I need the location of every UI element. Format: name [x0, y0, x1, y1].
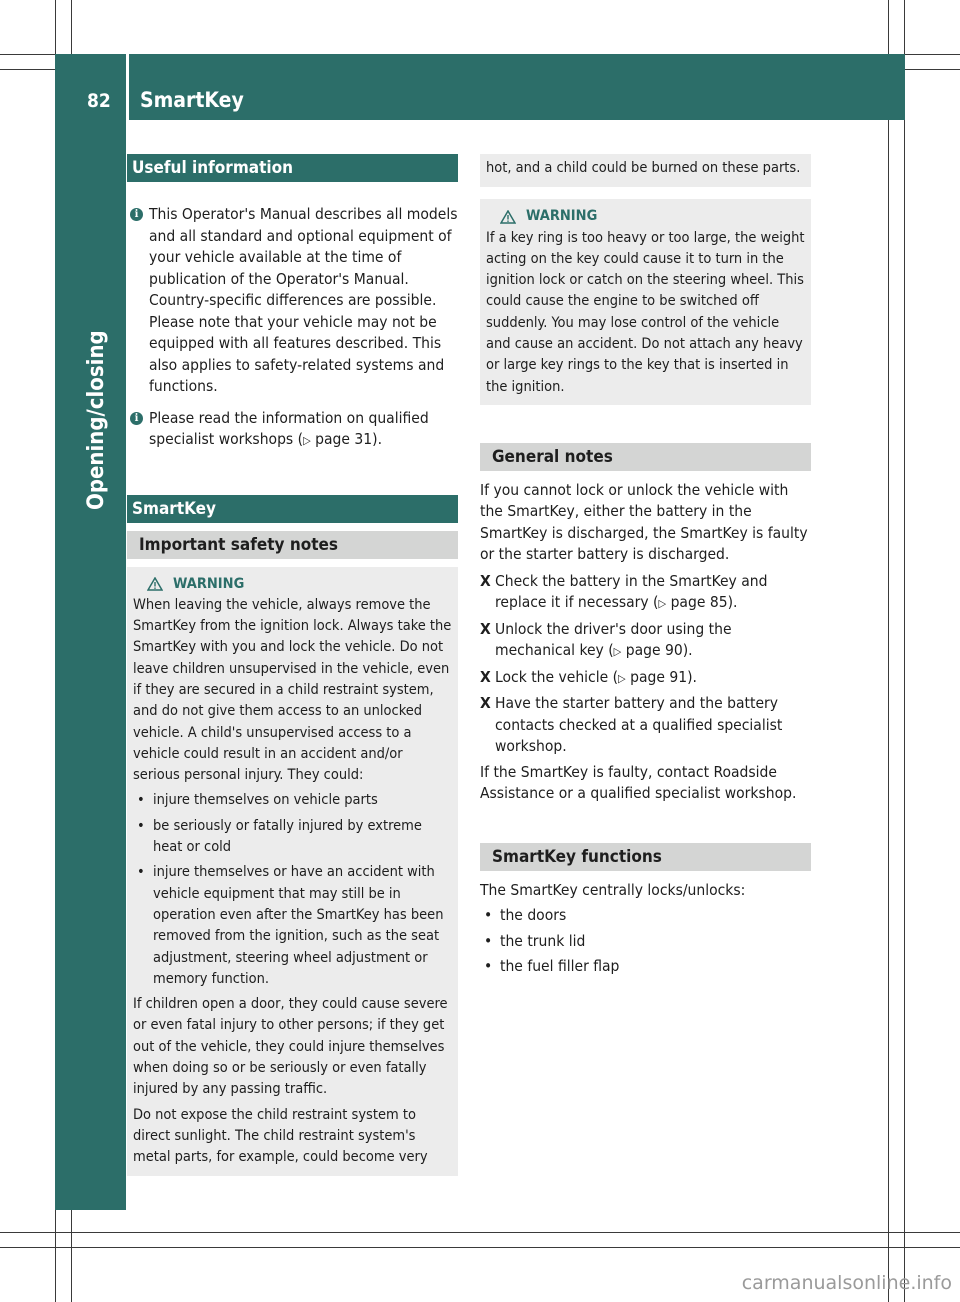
smartkey-heading: SmartKey [127, 495, 458, 523]
list-item-text: Unlock the driver's door using the mechanical key (▷ page 90). [495, 619, 732, 660]
warning-title [133, 574, 452, 595]
list-item-text: Lock the vehicle (▷ page 91). [495, 667, 697, 686]
page-header [55, 54, 905, 120]
warning-box [480, 199, 811, 405]
page-ref-link[interactable]: page 85). [670, 593, 738, 612]
warning-text: hot, and a child could be burned on these parts. [486, 160, 801, 176]
crop-mark [904, 0, 905, 1302]
list-item: • be seriously or fatally injured by extreme heat or cold [133, 816, 452, 859]
functions-intro: The SmartKey centrally locks/unlocks: [480, 880, 746, 899]
list-item [480, 619, 811, 663]
info-text: This Operator's Manual describes all models and all standard and optional equipment of your vehicle available at the time of publication of the Operator's Manual. Country-specific differences are possible. Please note that your vehicle may not be equipped with all features described. This also applies to safety-related systems and functions. [149, 205, 458, 395]
warning-text: If a key ring is too heavy or too large, the weight acting on the key could cause it to turn in the ignition lock or catch on the steering wheel. This could cause the engine to be switched off suddenly. You may lose control of the vehicle and cause an accident. Do not attach any heavy or large key rings to the key that is inserted in the ignition. [486, 229, 805, 395]
useful-information-heading: Useful information [127, 154, 458, 182]
info-text-main: Please read the information on qualified specialist workshops ( [149, 408, 429, 448]
section-label: Opening/closing [84, 330, 109, 510]
list-item: • the trunk lid [480, 931, 811, 953]
warning-text: If children open a door, they could cause severe or even fatal injury to other persons; if they get out of the vehicle, they could injure themselves when doing so or be seriously or even fatally injured by any passing traffic. [133, 996, 448, 1098]
list-item: • the fuel filler flap [480, 956, 811, 978]
crop-mark [0, 1232, 960, 1233]
step-marker-icon: X [480, 571, 491, 590]
list-item-text: injure themselves or have an accident with vehicle equipment that may still be in operation even after the SmartKey has been removed from the ignition, such as the seat adjustment, steering wheel adjustment or memory function. [153, 864, 444, 987]
page-ref-link[interactable]: page 90). [625, 641, 693, 660]
warning-triangle-icon [147, 577, 163, 591]
warning-label: WARNING [173, 575, 245, 592]
right-column [480, 154, 811, 978]
faulty-text: If the SmartKey is faulty, contact Roadside Assistance or a qualified specialist workshop. [480, 762, 797, 803]
warning-title [486, 206, 805, 227]
list-item: • injure themselves or have an accident with vehicle equipment that may still be in operation even after the SmartKey has been removed from the ignition, such as the seat adjustment, steering wheel adjustment or memory function. [133, 862, 452, 990]
list-item-text: the trunk lid [500, 931, 586, 950]
left-column [127, 154, 458, 1176]
page-ref-arrow-icon: ▷ [613, 645, 622, 659]
warning-text: When leaving the vehicle, always remove the SmartKey from the ignition lock. Always take the SmartKey with you and lock the vehicle. Do not leave children unsupervised in the vehicle, even if they are secured in a child restraint system, and do not give them access to an unlocked vehicle. A child's unsupervised access to a vehicle could result in an accident and/or serious personal injury. They could: [133, 596, 452, 784]
list-item-text: Have the starter battery and the battery contacts checked at a qualified specialist workshop. [495, 694, 783, 756]
list-item: • the doors [480, 905, 811, 927]
page-ref-link[interactable]: page 91). [630, 667, 697, 686]
warning-triangle-icon [500, 210, 516, 224]
page-number: 82 [87, 90, 111, 112]
list-item-text: the fuel filler flap [500, 957, 620, 976]
warning-label: WARNING [526, 208, 598, 225]
list-item: • injure themselves on vehicle parts [133, 790, 452, 811]
safety-notes-heading: Important safety notes [127, 531, 458, 559]
crop-mark [888, 0, 889, 1302]
list-item [480, 667, 811, 690]
list-item-text: be seriously or fatally injured by extreme heat or cold [153, 817, 422, 856]
page-ref-link[interactable]: page 31). [315, 430, 382, 448]
page-ref-arrow-icon: ▷ [303, 434, 311, 447]
crop-mark [0, 1247, 960, 1248]
info-icon: i [130, 412, 143, 425]
warning-text: Do not expose the child restraint system to direct sunlight. The child restraint system's metal parts, for example, could become very [133, 1106, 428, 1166]
watermark: carmanualsonline.info [741, 1272, 952, 1294]
step-marker-icon: X [480, 619, 491, 638]
list-item-text: injure themselves on vehicle parts [153, 792, 378, 809]
smartkey-functions-heading: SmartKey functions [480, 843, 811, 871]
page-ref-arrow-icon: ▷ [658, 597, 667, 611]
warning-box-continued [480, 154, 811, 187]
list-item-text: the doors [500, 906, 567, 925]
general-notes-heading: General notes [480, 443, 811, 471]
info-text [149, 408, 458, 452]
info-note [127, 204, 458, 398]
step-marker-icon: X [480, 694, 491, 713]
info-note [127, 408, 458, 452]
page-ref-arrow-icon: ▷ [618, 671, 626, 685]
list-item [480, 571, 811, 615]
list-item [480, 693, 811, 758]
list-item-text: Check the battery in the SmartKey and replace it if necessary (▷ page 85). [495, 571, 768, 612]
info-icon: i [130, 208, 143, 221]
chapter-title: SmartKey [140, 88, 244, 112]
step-marker-icon: X [480, 667, 491, 686]
general-notes-text: If you cannot lock or unlock the vehicle with the SmartKey, either the battery in the SmartKey is discharged, the SmartKey is faulty or the starter battery is discharged. [480, 480, 808, 564]
header-divider [126, 54, 129, 120]
warning-box [127, 567, 458, 1176]
